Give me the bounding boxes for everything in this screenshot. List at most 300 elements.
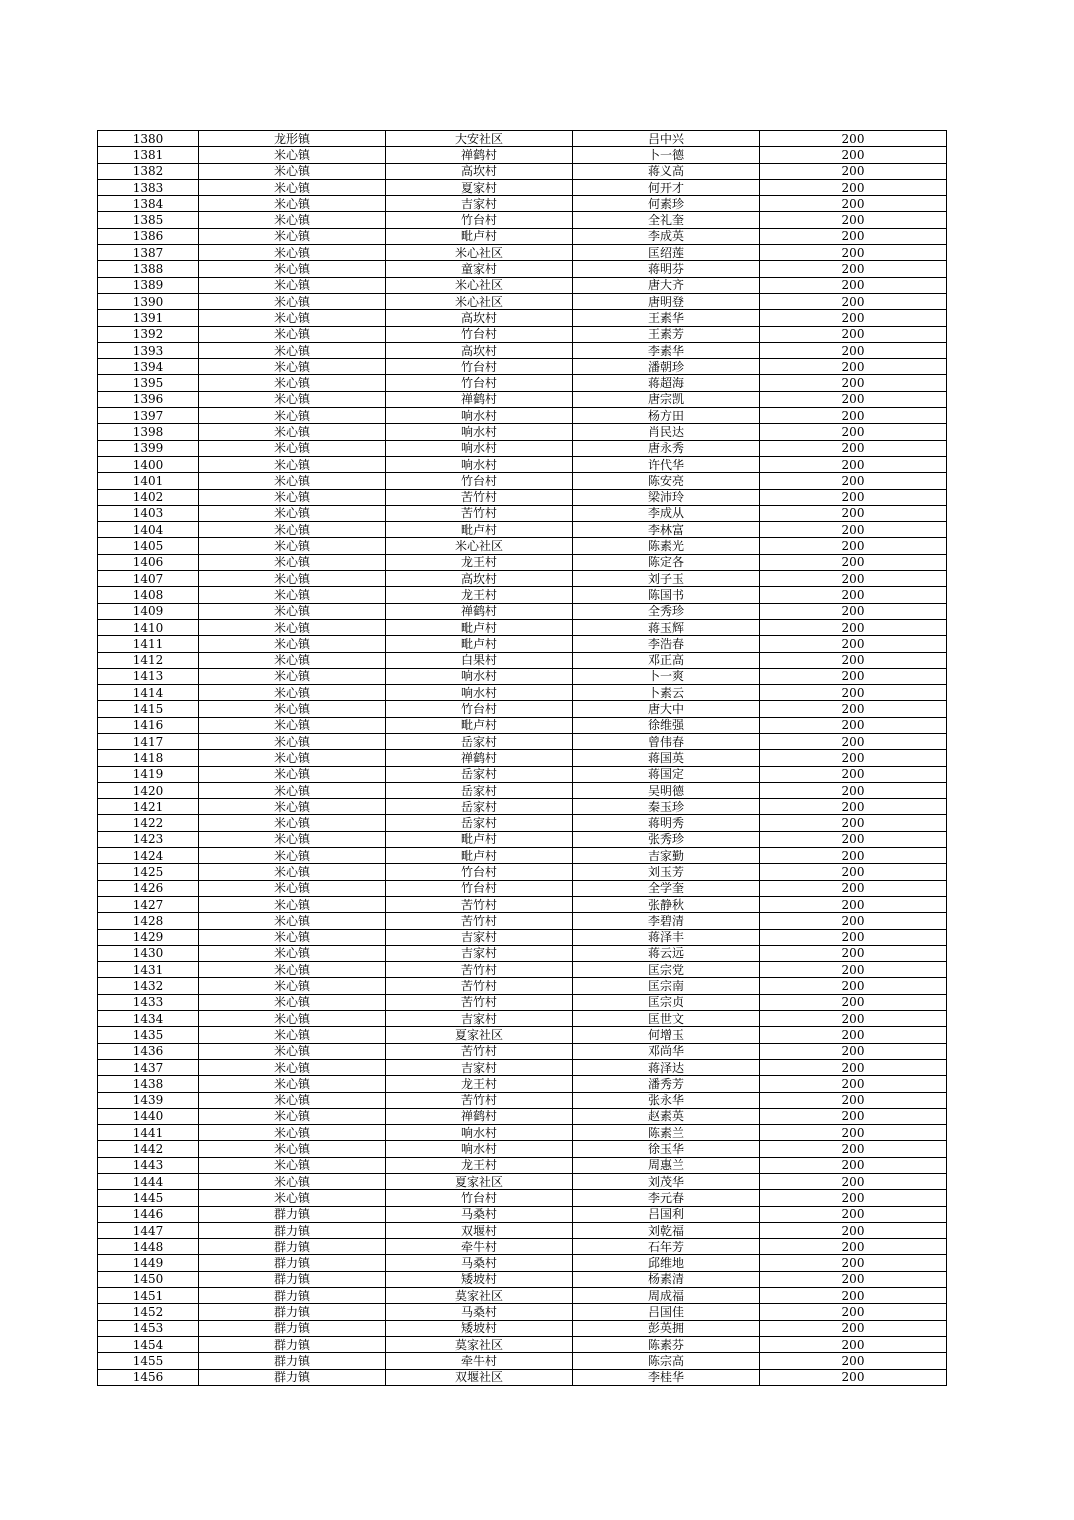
town-cell: 米心镇 bbox=[199, 864, 386, 880]
town-cell: 米心镇 bbox=[199, 522, 386, 538]
village-cell: 莫家社区 bbox=[386, 1288, 573, 1304]
name-cell: 李成英 bbox=[573, 228, 760, 244]
row-number-cell: 1392 bbox=[98, 326, 199, 342]
village-cell: 苦竹村 bbox=[386, 489, 573, 505]
table-row bbox=[98, 603, 947, 619]
table-row bbox=[98, 212, 947, 228]
row-number-cell: 1388 bbox=[98, 261, 199, 277]
town-cell: 米心镇 bbox=[199, 1076, 386, 1092]
village-cell: 禅鹤村 bbox=[386, 750, 573, 766]
town-cell: 米心镇 bbox=[199, 1011, 386, 1027]
table-row bbox=[98, 994, 947, 1010]
name-cell: 蒋明芬 bbox=[573, 261, 760, 277]
amount-cell: 200 bbox=[760, 913, 947, 929]
amount-cell: 200 bbox=[760, 896, 947, 912]
name-cell: 杨方田 bbox=[573, 408, 760, 424]
village-cell: 响水村 bbox=[386, 1141, 573, 1157]
amount-cell: 200 bbox=[760, 391, 947, 407]
name-cell: 唐明登 bbox=[573, 293, 760, 309]
name-cell: 王素华 bbox=[573, 310, 760, 326]
town-cell: 米心镇 bbox=[199, 717, 386, 733]
row-number-cell: 1406 bbox=[98, 554, 199, 570]
table-row bbox=[98, 831, 947, 847]
row-number-cell: 1400 bbox=[98, 456, 199, 472]
amount-cell: 200 bbox=[760, 1043, 947, 1059]
village-cell: 米心社区 bbox=[386, 277, 573, 293]
row-number-cell: 1436 bbox=[98, 1043, 199, 1059]
town-cell: 米心镇 bbox=[199, 440, 386, 456]
village-cell: 龙王村 bbox=[386, 587, 573, 603]
table-row bbox=[98, 1011, 947, 1027]
table-row bbox=[98, 1076, 947, 1092]
town-cell: 米心镇 bbox=[199, 245, 386, 261]
amount-cell: 200 bbox=[760, 571, 947, 587]
row-number-cell: 1420 bbox=[98, 782, 199, 798]
table-row bbox=[98, 1271, 947, 1287]
table-row bbox=[98, 342, 947, 358]
village-cell: 童家村 bbox=[386, 261, 573, 277]
amount-cell: 200 bbox=[760, 652, 947, 668]
row-number-cell: 1428 bbox=[98, 913, 199, 929]
village-cell: 吉家村 bbox=[386, 929, 573, 945]
amount-cell: 200 bbox=[760, 799, 947, 815]
row-number-cell: 1389 bbox=[98, 277, 199, 293]
town-cell: 米心镇 bbox=[199, 554, 386, 570]
table-row bbox=[98, 864, 947, 880]
row-number-cell: 1402 bbox=[98, 489, 199, 505]
amount-cell: 200 bbox=[760, 1255, 947, 1271]
row-number-cell: 1382 bbox=[98, 163, 199, 179]
name-cell: 李浩春 bbox=[573, 636, 760, 652]
village-cell: 高坎村 bbox=[386, 342, 573, 358]
row-number-cell: 1422 bbox=[98, 815, 199, 831]
row-number-cell: 1429 bbox=[98, 929, 199, 945]
village-cell: 苦竹村 bbox=[386, 1043, 573, 1059]
village-cell: 竹台村 bbox=[386, 701, 573, 717]
table-row bbox=[98, 1239, 947, 1255]
table-row bbox=[98, 962, 947, 978]
amount-cell: 200 bbox=[760, 1141, 947, 1157]
table-row bbox=[98, 587, 947, 603]
town-cell: 米心镇 bbox=[199, 1174, 386, 1190]
row-number-cell: 1408 bbox=[98, 587, 199, 603]
village-cell: 岳家村 bbox=[386, 799, 573, 815]
row-number-cell: 1427 bbox=[98, 896, 199, 912]
row-number-cell: 1456 bbox=[98, 1369, 199, 1385]
town-cell: 米心镇 bbox=[199, 456, 386, 472]
table-row bbox=[98, 228, 947, 244]
row-number-cell: 1393 bbox=[98, 342, 199, 358]
town-cell: 米心镇 bbox=[199, 880, 386, 896]
name-cell: 蒋云远 bbox=[573, 945, 760, 961]
table-row bbox=[98, 701, 947, 717]
village-cell: 禅鹤村 bbox=[386, 603, 573, 619]
name-cell: 刘乾福 bbox=[573, 1222, 760, 1238]
name-cell: 匡绍莲 bbox=[573, 245, 760, 261]
town-cell: 米心镇 bbox=[199, 1141, 386, 1157]
name-cell: 李成从 bbox=[573, 505, 760, 521]
row-number-cell: 1391 bbox=[98, 310, 199, 326]
row-number-cell: 1414 bbox=[98, 685, 199, 701]
row-number-cell: 1397 bbox=[98, 408, 199, 424]
table-row bbox=[98, 131, 947, 147]
town-cell: 米心镇 bbox=[199, 685, 386, 701]
town-cell: 米心镇 bbox=[199, 571, 386, 587]
town-cell: 米心镇 bbox=[199, 196, 386, 212]
table-row bbox=[98, 848, 947, 864]
name-cell: 蒋义高 bbox=[573, 163, 760, 179]
village-cell: 禅鹤村 bbox=[386, 391, 573, 407]
town-cell: 米心镇 bbox=[199, 587, 386, 603]
row-number-cell: 1386 bbox=[98, 228, 199, 244]
name-cell: 匡宗南 bbox=[573, 978, 760, 994]
town-cell: 米心镇 bbox=[199, 636, 386, 652]
town-cell: 米心镇 bbox=[199, 668, 386, 684]
town-cell: 米心镇 bbox=[199, 929, 386, 945]
name-cell: 刘子玉 bbox=[573, 571, 760, 587]
table-row bbox=[98, 766, 947, 782]
row-number-cell: 1454 bbox=[98, 1336, 199, 1352]
row-number-cell: 1425 bbox=[98, 864, 199, 880]
amount-cell: 200 bbox=[760, 864, 947, 880]
village-cell: 矮坡村 bbox=[386, 1271, 573, 1287]
village-cell: 吉家村 bbox=[386, 196, 573, 212]
amount-cell: 200 bbox=[760, 782, 947, 798]
name-cell: 邓正高 bbox=[573, 652, 760, 668]
table-row bbox=[98, 929, 947, 945]
row-number-cell: 1394 bbox=[98, 359, 199, 375]
village-cell: 毗卢村 bbox=[386, 228, 573, 244]
amount-cell: 200 bbox=[760, 994, 947, 1010]
name-cell: 匡宗贞 bbox=[573, 994, 760, 1010]
name-cell: 陈素光 bbox=[573, 538, 760, 554]
name-cell: 梁沛玲 bbox=[573, 489, 760, 505]
town-cell: 群力镇 bbox=[199, 1271, 386, 1287]
table-row bbox=[98, 1222, 947, 1238]
village-cell: 苦竹村 bbox=[386, 962, 573, 978]
table-row bbox=[98, 750, 947, 766]
table-row bbox=[98, 619, 947, 635]
name-cell: 曾伟春 bbox=[573, 733, 760, 749]
town-cell: 米心镇 bbox=[199, 228, 386, 244]
amount-cell: 200 bbox=[760, 147, 947, 163]
name-cell: 何增玉 bbox=[573, 1027, 760, 1043]
name-cell: 吕国利 bbox=[573, 1206, 760, 1222]
name-cell: 徐玉华 bbox=[573, 1141, 760, 1157]
row-number-cell: 1381 bbox=[98, 147, 199, 163]
row-number-cell: 1417 bbox=[98, 733, 199, 749]
amount-cell: 200 bbox=[760, 163, 947, 179]
town-cell: 米心镇 bbox=[199, 1190, 386, 1206]
table-row bbox=[98, 733, 947, 749]
table-row bbox=[98, 391, 947, 407]
village-cell: 马桑村 bbox=[386, 1206, 573, 1222]
table-row bbox=[98, 1288, 947, 1304]
row-number-cell: 1437 bbox=[98, 1059, 199, 1075]
village-cell: 岳家村 bbox=[386, 766, 573, 782]
town-cell: 米心镇 bbox=[199, 261, 386, 277]
town-cell: 群力镇 bbox=[199, 1336, 386, 1352]
amount-cell: 200 bbox=[760, 766, 947, 782]
amount-cell: 200 bbox=[760, 848, 947, 864]
town-cell: 群力镇 bbox=[199, 1222, 386, 1238]
table-row bbox=[98, 1092, 947, 1108]
village-cell: 苦竹村 bbox=[386, 994, 573, 1010]
table-row bbox=[98, 896, 947, 912]
village-cell: 禅鹤村 bbox=[386, 1108, 573, 1124]
amount-cell: 200 bbox=[760, 522, 947, 538]
table-row bbox=[98, 1369, 947, 1385]
name-cell: 潘秀芳 bbox=[573, 1076, 760, 1092]
row-number-cell: 1443 bbox=[98, 1157, 199, 1173]
name-cell: 周惠兰 bbox=[573, 1157, 760, 1173]
row-number-cell: 1418 bbox=[98, 750, 199, 766]
village-cell: 高坎村 bbox=[386, 163, 573, 179]
town-cell: 米心镇 bbox=[199, 799, 386, 815]
village-cell: 苦竹村 bbox=[386, 1092, 573, 1108]
name-cell: 李元春 bbox=[573, 1190, 760, 1206]
name-cell: 吕中兴 bbox=[573, 131, 760, 147]
table-row bbox=[98, 440, 947, 456]
row-number-cell: 1404 bbox=[98, 522, 199, 538]
row-number-cell: 1440 bbox=[98, 1108, 199, 1124]
amount-cell: 200 bbox=[760, 750, 947, 766]
table-row bbox=[98, 163, 947, 179]
name-cell: 杨素清 bbox=[573, 1271, 760, 1287]
town-cell: 米心镇 bbox=[199, 945, 386, 961]
row-number-cell: 1415 bbox=[98, 701, 199, 717]
amount-cell: 200 bbox=[760, 1369, 947, 1385]
village-cell: 竹台村 bbox=[386, 326, 573, 342]
town-cell: 米心镇 bbox=[199, 815, 386, 831]
table-row bbox=[98, 147, 947, 163]
name-cell: 李碧清 bbox=[573, 913, 760, 929]
amount-cell: 200 bbox=[760, 1353, 947, 1369]
table-row bbox=[98, 310, 947, 326]
town-cell: 米心镇 bbox=[199, 766, 386, 782]
village-cell: 龙王村 bbox=[386, 554, 573, 570]
name-cell: 蒋国定 bbox=[573, 766, 760, 782]
village-cell: 夏家社区 bbox=[386, 1174, 573, 1190]
village-cell: 毗卢村 bbox=[386, 636, 573, 652]
table-row bbox=[98, 652, 947, 668]
row-number-cell: 1384 bbox=[98, 196, 199, 212]
town-cell: 米心镇 bbox=[199, 701, 386, 717]
town-cell: 米心镇 bbox=[199, 1059, 386, 1075]
town-cell: 米心镇 bbox=[199, 212, 386, 228]
village-cell: 响水村 bbox=[386, 424, 573, 440]
town-cell: 米心镇 bbox=[199, 277, 386, 293]
village-cell: 响水村 bbox=[386, 408, 573, 424]
row-number-cell: 1439 bbox=[98, 1092, 199, 1108]
name-cell: 秦玉珍 bbox=[573, 799, 760, 815]
name-cell: 全礼奎 bbox=[573, 212, 760, 228]
amount-cell: 200 bbox=[760, 375, 947, 391]
town-cell: 群力镇 bbox=[199, 1206, 386, 1222]
village-cell: 竹台村 bbox=[386, 359, 573, 375]
row-number-cell: 1442 bbox=[98, 1141, 199, 1157]
row-number-cell: 1450 bbox=[98, 1271, 199, 1287]
amount-cell: 200 bbox=[760, 212, 947, 228]
village-cell: 龙王村 bbox=[386, 1076, 573, 1092]
town-cell: 米心镇 bbox=[199, 342, 386, 358]
town-cell: 米心镇 bbox=[199, 1027, 386, 1043]
town-cell: 米心镇 bbox=[199, 473, 386, 489]
town-cell: 群力镇 bbox=[199, 1320, 386, 1336]
row-number-cell: 1433 bbox=[98, 994, 199, 1010]
amount-cell: 200 bbox=[760, 424, 947, 440]
name-cell: 邓尚华 bbox=[573, 1043, 760, 1059]
name-cell: 蒋泽丰 bbox=[573, 929, 760, 945]
village-cell: 马桑村 bbox=[386, 1304, 573, 1320]
table-row bbox=[98, 473, 947, 489]
amount-cell: 200 bbox=[760, 1108, 947, 1124]
name-cell: 肖民达 bbox=[573, 424, 760, 440]
amount-cell: 200 bbox=[760, 603, 947, 619]
table-row bbox=[98, 522, 947, 538]
name-cell: 彭英拥 bbox=[573, 1320, 760, 1336]
table-row bbox=[98, 1027, 947, 1043]
table-row bbox=[98, 880, 947, 896]
amount-cell: 200 bbox=[760, 1027, 947, 1043]
town-cell: 群力镇 bbox=[199, 1304, 386, 1320]
village-cell: 竹台村 bbox=[386, 375, 573, 391]
amount-cell: 200 bbox=[760, 1336, 947, 1352]
name-cell: 刘玉芳 bbox=[573, 864, 760, 880]
row-number-cell: 1403 bbox=[98, 505, 199, 521]
name-cell: 吴明德 bbox=[573, 782, 760, 798]
town-cell: 米心镇 bbox=[199, 831, 386, 847]
name-cell: 卜一爽 bbox=[573, 668, 760, 684]
table-row bbox=[98, 456, 947, 472]
table-row bbox=[98, 1190, 947, 1206]
row-number-cell: 1413 bbox=[98, 668, 199, 684]
table-row bbox=[98, 179, 947, 195]
row-number-cell: 1387 bbox=[98, 245, 199, 261]
town-cell: 群力镇 bbox=[199, 1255, 386, 1271]
name-cell: 蒋明秀 bbox=[573, 815, 760, 831]
row-number-cell: 1451 bbox=[98, 1288, 199, 1304]
name-cell: 李素华 bbox=[573, 342, 760, 358]
amount-cell: 200 bbox=[760, 505, 947, 521]
village-cell: 夏家社区 bbox=[386, 1027, 573, 1043]
village-cell: 米心社区 bbox=[386, 538, 573, 554]
town-cell: 米心镇 bbox=[199, 733, 386, 749]
row-number-cell: 1395 bbox=[98, 375, 199, 391]
amount-cell: 200 bbox=[760, 1011, 947, 1027]
village-cell: 禅鹤村 bbox=[386, 147, 573, 163]
row-number-cell: 1390 bbox=[98, 293, 199, 309]
amount-cell: 200 bbox=[760, 310, 947, 326]
name-cell: 陈安亮 bbox=[573, 473, 760, 489]
row-number-cell: 1411 bbox=[98, 636, 199, 652]
name-cell: 刘茂华 bbox=[573, 1174, 760, 1190]
row-number-cell: 1421 bbox=[98, 799, 199, 815]
village-cell: 竹台村 bbox=[386, 473, 573, 489]
village-cell: 吉家村 bbox=[386, 1059, 573, 1075]
village-cell: 苦竹村 bbox=[386, 896, 573, 912]
row-number-cell: 1449 bbox=[98, 1255, 199, 1271]
town-cell: 米心镇 bbox=[199, 1092, 386, 1108]
table-row bbox=[98, 717, 947, 733]
amount-cell: 200 bbox=[760, 489, 947, 505]
town-cell: 米心镇 bbox=[199, 896, 386, 912]
name-cell: 唐宗凯 bbox=[573, 391, 760, 407]
town-cell: 米心镇 bbox=[199, 163, 386, 179]
row-number-cell: 1452 bbox=[98, 1304, 199, 1320]
table-row bbox=[98, 554, 947, 570]
amount-cell: 200 bbox=[760, 228, 947, 244]
village-cell: 吉家村 bbox=[386, 945, 573, 961]
table-row bbox=[98, 945, 947, 961]
village-cell: 毗卢村 bbox=[386, 717, 573, 733]
village-cell: 高坎村 bbox=[386, 310, 573, 326]
row-number-cell: 1446 bbox=[98, 1206, 199, 1222]
amount-cell: 200 bbox=[760, 342, 947, 358]
name-cell: 卜一德 bbox=[573, 147, 760, 163]
village-cell: 苦竹村 bbox=[386, 505, 573, 521]
amount-cell: 200 bbox=[760, 196, 947, 212]
village-cell: 莫家社区 bbox=[386, 1336, 573, 1352]
amount-cell: 200 bbox=[760, 1239, 947, 1255]
village-cell: 毗卢村 bbox=[386, 522, 573, 538]
name-cell: 全秀珍 bbox=[573, 603, 760, 619]
row-number-cell: 1409 bbox=[98, 603, 199, 619]
village-cell: 牵牛村 bbox=[386, 1353, 573, 1369]
table-row bbox=[98, 196, 947, 212]
name-cell: 匡世文 bbox=[573, 1011, 760, 1027]
town-cell: 米心镇 bbox=[199, 848, 386, 864]
amount-cell: 200 bbox=[760, 619, 947, 635]
amount-cell: 200 bbox=[760, 587, 947, 603]
amount-cell: 200 bbox=[760, 668, 947, 684]
town-cell: 米心镇 bbox=[199, 408, 386, 424]
town-cell: 米心镇 bbox=[199, 619, 386, 635]
name-cell: 吕国佳 bbox=[573, 1304, 760, 1320]
name-cell: 全学奎 bbox=[573, 880, 760, 896]
table-row bbox=[98, 1174, 947, 1190]
village-cell: 双堰村 bbox=[386, 1222, 573, 1238]
name-cell: 赵素英 bbox=[573, 1108, 760, 1124]
amount-cell: 200 bbox=[760, 1222, 947, 1238]
amount-cell: 200 bbox=[760, 456, 947, 472]
town-cell: 米心镇 bbox=[199, 293, 386, 309]
table-row bbox=[98, 326, 947, 342]
village-cell: 响水村 bbox=[386, 440, 573, 456]
name-cell: 陈素芬 bbox=[573, 1336, 760, 1352]
table-row bbox=[98, 293, 947, 309]
row-number-cell: 1441 bbox=[98, 1125, 199, 1141]
table-row bbox=[98, 1206, 947, 1222]
town-cell: 群力镇 bbox=[199, 1239, 386, 1255]
table-row bbox=[98, 799, 947, 815]
village-cell: 牵牛村 bbox=[386, 1239, 573, 1255]
town-cell: 米心镇 bbox=[199, 1125, 386, 1141]
name-cell: 唐永秀 bbox=[573, 440, 760, 456]
town-cell: 米心镇 bbox=[199, 310, 386, 326]
row-number-cell: 1410 bbox=[98, 619, 199, 635]
village-cell: 大安社区 bbox=[386, 131, 573, 147]
table-row bbox=[98, 359, 947, 375]
row-number-cell: 1380 bbox=[98, 131, 199, 147]
town-cell: 米心镇 bbox=[199, 489, 386, 505]
town-cell: 米心镇 bbox=[199, 424, 386, 440]
village-cell: 竹台村 bbox=[386, 1190, 573, 1206]
name-cell: 周成福 bbox=[573, 1288, 760, 1304]
amount-cell: 200 bbox=[760, 179, 947, 195]
village-cell: 矮坡村 bbox=[386, 1320, 573, 1336]
name-cell: 许代华 bbox=[573, 456, 760, 472]
